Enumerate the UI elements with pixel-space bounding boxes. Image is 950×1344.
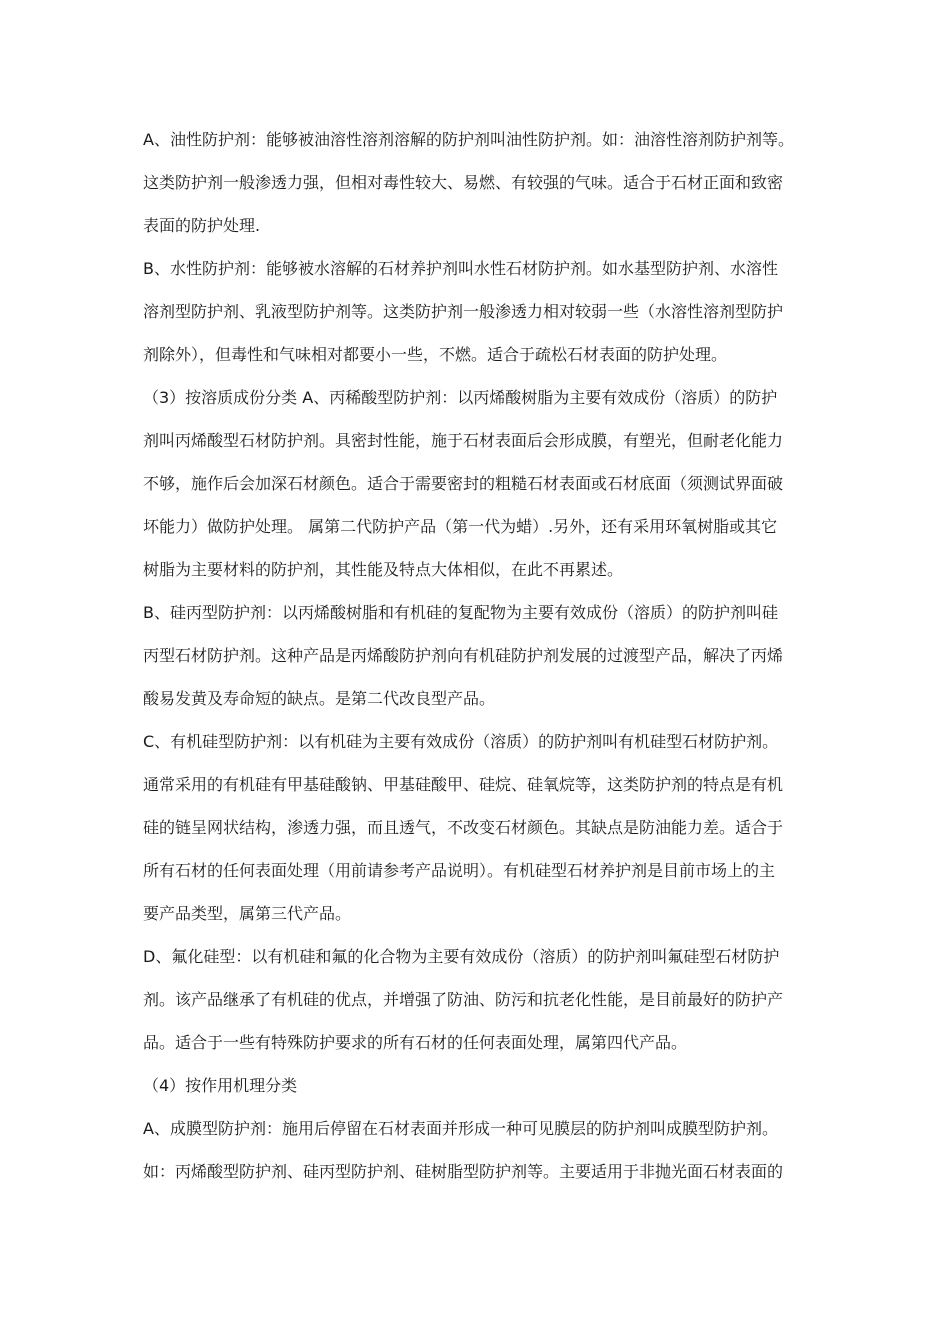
- text-line: 不够，施作后会加深石材颜色。适合于需要密封的粗糙石材表面或石材底面（须测试界面破: [143, 474, 784, 493]
- section-heading: （4）按作用机理分类: [143, 1076, 298, 1095]
- document-body: [143, 124, 813, 1187]
- text-line: D、氟化硅型：以有机硅和氟的化合物为主要有效成份（溶质）的防护剂叫氟硅型石材防护: [143, 947, 780, 966]
- text-line: 品。适合于一些有特殊防护要求的所有石材的任何表面处理，属第四代产品。: [143, 1033, 688, 1052]
- text-line: A、成膜型防护剂：施用后停留在石材表面并形成一种可见膜层的防护剂叫成膜型防护剂。: [143, 1119, 778, 1138]
- text-line: 表面的防护处理.: [143, 216, 261, 235]
- text-line: A、油性防护剂：能够被油溶性溶剂溶解的防护剂叫油性防护剂。如：油溶性溶剂防护剂等。: [143, 130, 794, 149]
- text-line: 溶剂型防护剂、乳液型防护剂等。这类防护剂一般渗透力相对较弱一些（水溶性溶剂型防护: [143, 302, 784, 321]
- text-line: B、水性防护剂：能够被水溶解的石材养护剂叫水性石材防护剂。如水基型防护剂、水溶性: [143, 259, 778, 278]
- text-line: 剂叫丙烯酸型石材防护剂。具密封性能，施于石材表面后会形成膜，有塑光，但耐老化能力: [143, 431, 784, 450]
- text-line: 坏能力）做防护处理。 属第二代防护产品（第一代为蜡）.另外，还有采用环氧树脂或其它: [143, 517, 778, 536]
- text-line: 酸易发黄及寿命短的缺点。是第二代改良型产品。: [143, 689, 496, 708]
- text-line: 剂。该产品继承了有机硅的优点，并增强了防油、防污和抗老化性能，是目前最好的防护产: [143, 990, 784, 1009]
- text-line: 所有石材的任何表面处理（用前请参考产品说明）。有机硅型石材养护剂是目前市场上的主: [143, 861, 776, 880]
- text-line: 硅的链呈网状结构，渗透力强，而且透气，不改变石材颜色。其缺点是防油能力差。适合于: [143, 818, 784, 837]
- text-line: B、硅丙型防护剂：以丙烯酸树脂和有机硅的复配物为主要有效成份（溶质）的防护剂叫硅: [143, 603, 778, 622]
- text-line: 剂除外），但毒性和气味相对都要小一些，不燃。适合于疏松石材表面的防护处理。: [143, 345, 728, 364]
- text-line: （3）按溶质成份分类 A、丙稀酸型防护剂：以丙烯酸树脂为主要有效成份（溶质）的防护: [143, 388, 778, 407]
- text-line: 如：丙烯酸型防护剂、硅丙型防护剂、硅树脂型防护剂等。主要适用于非抛光面石材表面的: [143, 1162, 784, 1181]
- text-line: C、有机硅型防护剂：以有机硅为主要有效成份（溶质）的防护剂叫有机硅型石材防护剂。: [143, 732, 779, 751]
- text-line: 丙型石材防护剂。这种产品是丙烯酸防护剂向有机硅防护剂发展的过渡型产品，解决了丙烯: [143, 646, 784, 665]
- text-line: 树脂为主要材料的防护剂，其性能及特点大体相似，在此不再累述。: [143, 560, 624, 579]
- text-line: 要产品类型，属第三代产品。: [143, 904, 352, 923]
- text-line: 这类防护剂一般渗透力强，但相对毒性较大、易燃、有较强的气味。适合于石材正面和致密: [143, 173, 784, 192]
- text-line: 通常采用的有机硅有甲基硅酸钠、甲基硅酸甲、硅烷、硅氧烷等，这类防护剂的特点是有机: [143, 775, 784, 794]
